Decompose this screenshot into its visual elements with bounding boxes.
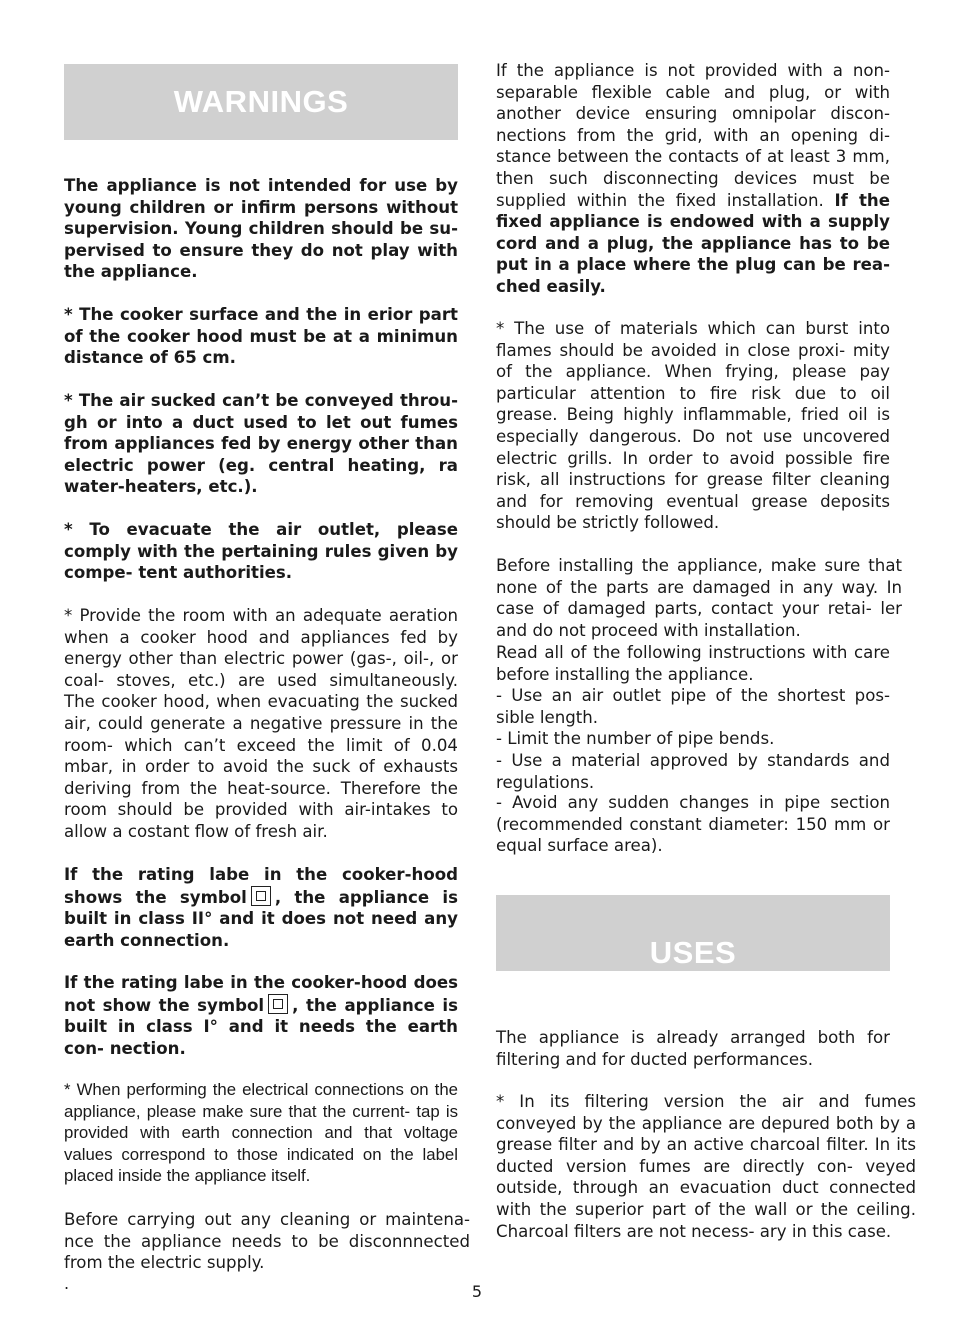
pipe-bends-note: - Limit the number of pipe bends. — [496, 729, 775, 748]
uses-arranged-note: The appliance is already arranged both for filtering and for ducted performances. — [496, 1028, 890, 1069]
read-instructions-note: Read all of the following instructions with care before installing the appliance. — [496, 643, 890, 684]
warning-distance: * The cooker surface and the in erior part of the cooker hood must be at a minimun distance of 65 cm. — [64, 305, 458, 368]
class-ii-text-a: If the rating labe in the cooker-hood shows the symbol — [64, 865, 458, 907]
class-ii-symbol-icon — [251, 886, 271, 906]
class-i-text-b: , the appliance is built in class I° and it needs the earth con- nection. — [64, 995, 458, 1058]
fire-risk-note: * The use of materials which can burst into flames should be avoided in close proxi- mity of the appliance. When frying, please pay particular attention to fire risk due to oil grease. Being highly inflammable, fried oil is especially dangerous. Do not use uncovered electric grills. In order to avoid possible fire risk, all instructions for grease filter cleaning and for removing eventual grease deposits should be strictly followed. — [496, 319, 890, 533]
class-ii-text-b: , the appliance is built in class II° and it does not need any earth connection. — [64, 887, 458, 950]
class-ii-symbol-icon — [268, 994, 288, 1014]
cable-plug-note — [496, 60, 890, 298]
pipe-length-note: - Use an air outlet pipe of the shortest pos- sible length. — [496, 686, 890, 727]
uses-filtering-note: * In its filtering version the air and fumes conveyed by the appliance are depured both by a grease filter and by an active charcoal filter. In its ducted version fumes are directly con- veyed outside, through an evacuation duct connected with the superior part of the wall or the ceiling. Charcoal filters are not necess- ary in this case. — [496, 1092, 916, 1241]
page-number: 5 — [471, 1282, 483, 1301]
cable-plug-text: If the appliance is not provided with a non- separable flexible cable and plug, or with another device ensuring omnipolar discon- nections from the grid, with an opening di- stance between the contacts of at least 3 mm, then such disconnecting devices must be supplied within the fixed installation. — [496, 61, 890, 210]
cable-plug-bold: If the fixed appliance is endowed with a supply cord and a plug, the appliance has to be put in a place where the plug can be rea- ched easily. — [496, 190, 890, 296]
class-ii-note — [64, 864, 458, 951]
uses-title: USES — [649, 935, 737, 970]
warning-aeration: * Provide the room with an adequate aeration when a cooker hood and appliances fed by energy other than electric power (gas-, oil-, or coal- stoves, etc.) are used simultaneously. The cooker hood, when evacuating the sucked air, could generate a negative pressure in the room- which can’t exceed the limit of 0.04 mbar, in order to avoid the suck of exhausts deriving from the heat-source. Therefore the room should be provided with air-intakes to allow a costant flow of fresh air. — [64, 606, 458, 841]
warning-duct: * The air sucked can’t be conveyed throu- gh or into a duct used to let out fumes from appliances fed by energy other than electric power (eg. central heating, ra water-heaters, etc.). — [64, 391, 458, 497]
warning-evacuate: * To evacuate the air outlet, please comply with the pertaining rules given by compe- tent authorities. — [64, 520, 458, 583]
class-i-text-a: If the rating labe in the cooker-hood does not show the symbol — [64, 973, 458, 1015]
material-note: - Use a material approved by standards and regulations. — [496, 751, 890, 792]
pipe-section-note: - Avoid any sudden changes in pipe section (recommended constant diameter: 150 mm or equal surface area). — [496, 793, 890, 856]
electrical-connection-note: * When performing the electrical connections on the appliance, please make sure that the current- tap is provided with earth connection and that voltage values correspond to those indicated on the label placed inside the appliance itself. — [64, 1080, 458, 1186]
warnings-banner — [64, 64, 458, 140]
uses-banner — [496, 895, 890, 971]
cleaning-note: Before carrying out any cleaning or maintena- nce the appliance needs to be disconnnected from the electric supply. — [64, 1210, 470, 1273]
warnings-title: WARNINGS — [173, 84, 349, 119]
warning-children: The appliance is not intended for use by young children or infirm persons without supervision. Young children should be su- pervised to ensure they do not play with the appliance. — [64, 176, 458, 282]
damaged-parts-note: Before installing the appliance, make sure that none of the parts are damaged in any way. In case of damaged parts, contact your retai- ler and do not proceed with installation. — [496, 556, 902, 640]
stray-dot: . — [64, 1274, 70, 1293]
class-i-note — [64, 972, 458, 1059]
